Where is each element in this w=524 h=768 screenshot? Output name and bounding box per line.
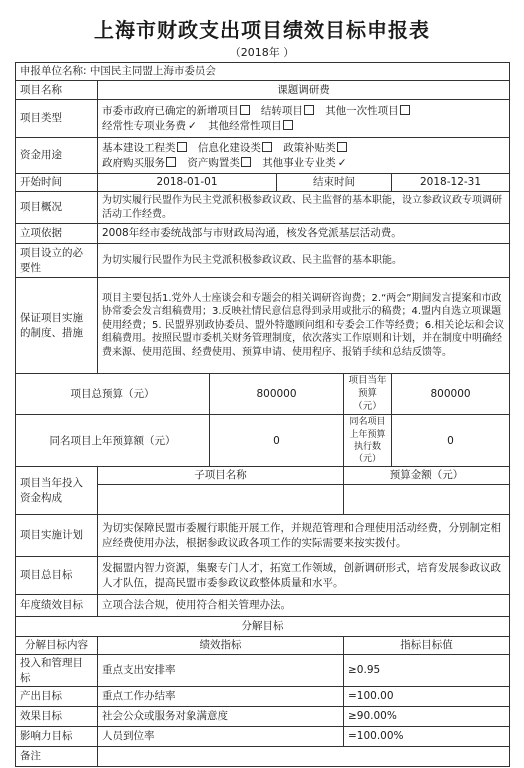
annual-goal-label: 年度绩效目标 xyxy=(16,595,98,617)
project-type-option[interactable]: 其他经常性项目 xyxy=(208,120,293,132)
prev-exec-label: 同名项目上年预算执行数（元） xyxy=(344,415,392,467)
overall-goal-text: 发掘盟内智力资源，集聚专门人才，拓宽工作领域，创新调研形式，培育发展参政议政人才队伍，提高民盟市委参政议政整体质量和水平。 xyxy=(98,557,510,595)
end-time-label: 结束时间 xyxy=(277,174,392,192)
project-name-value: 课题调研费 xyxy=(98,81,510,100)
basis-text: 2008年经市委统战部与市财政局沟通，核发各党派基层活动费。 xyxy=(98,224,510,244)
project-type-option[interactable]: 结转项目 xyxy=(261,105,314,117)
start-time-value: 2018-01-01 xyxy=(98,174,277,192)
empty-checkbox-icon xyxy=(283,120,293,130)
sub-project-amount-header: 预算金额（元） xyxy=(344,467,510,485)
check-mark-icon: ✓ xyxy=(337,156,347,169)
overview-label: 项目概况 xyxy=(16,192,98,224)
empty-checkbox-icon xyxy=(241,157,251,167)
project-type-option[interactable]: 其他一次性项目 xyxy=(325,105,410,117)
breakdown-category: 影响力目标 xyxy=(16,727,98,747)
breakdown-title: 分解目标 xyxy=(16,617,510,637)
sub-project-name-cell xyxy=(98,485,344,515)
breakdown-value: ≥90.00% xyxy=(344,707,510,727)
plan-label: 项目实施计划 xyxy=(16,515,98,557)
fund-use-option[interactable]: 其他事业专业类 ✓ xyxy=(262,156,347,169)
breakdown-value: =100.00 xyxy=(344,687,510,707)
check-mark-icon: ✓ xyxy=(188,119,197,132)
breakdown-indicator: 社会公众或服务对象满意度 xyxy=(98,707,344,727)
prev-budget-value: 0 xyxy=(210,415,344,467)
applicant-label: 申报单位名称: xyxy=(20,65,87,78)
project-name-label: 项目名称 xyxy=(16,81,98,100)
necessity-text: 为切实履行民盟作为民主党派积极参政议政、民主监督的基本职能。 xyxy=(98,244,510,278)
fund-use-option[interactable]: 基本建设工程类 xyxy=(102,142,187,154)
current-budget-value: 800000 xyxy=(392,374,510,415)
remarks-label: 备注 xyxy=(16,747,98,767)
empty-checkbox-icon xyxy=(166,157,176,167)
safeguards-label: 保证项目实施的制度、措施 xyxy=(16,278,98,374)
breakdown-indicator: 重点工作办结率 xyxy=(98,687,344,707)
prev-exec-value: 0 xyxy=(392,415,510,467)
total-budget-label: 项目总预算（元） xyxy=(16,374,210,415)
breakdown-value: =100.00% xyxy=(344,727,510,747)
fund-use-options xyxy=(98,138,510,174)
breakdown-category: 投入和管理目标 xyxy=(16,655,98,687)
breakdown-indicator: 重点支出安排率 xyxy=(98,655,344,687)
annual-goal-text: 立项合法合规，使用符合相关管理办法。 xyxy=(98,595,510,617)
fund-use-option[interactable]: 政策补贴类 xyxy=(283,142,347,154)
form-year: （2018年 ） xyxy=(229,46,295,59)
breakdown-category: 效果目标 xyxy=(16,707,98,727)
prev-budget-label: 同名项目上年预算额（元） xyxy=(16,415,210,467)
empty-checkbox-icon xyxy=(337,142,347,152)
empty-checkbox-icon xyxy=(304,105,314,115)
applicant-value: 中国民主同盟上海市委员会 xyxy=(89,65,216,78)
safeguards-text: 项目主要包括1.党外人士座谈会和专题会的相关调研咨询费；2.“两会”期间发言提案和市政协常委会发言组稿费用；3.反映社情民意信息得到录用或批示的稿费；4.盟内自选立项课题使用经费；5. 民盟界别政协委员、盟外特邀顾问组和专委会工作等经费；6.相关论坛和会议组稿费用。按照民盟市委机关财务管理制度，依次落实工作原则和计划，并在制度中明确经费来源、使用范围、经费使用、预算申请、使用程序、报销手续和总结反馈等。 xyxy=(98,278,510,374)
empty-checkbox-icon xyxy=(400,105,410,115)
basis-label: 立项依据 xyxy=(16,224,98,244)
empty-checkbox-icon xyxy=(262,142,272,152)
fund-use-option[interactable]: 信息化建设类 xyxy=(198,142,272,154)
necessity-label: 项目设立的必要性 xyxy=(16,244,98,278)
project-type-option[interactable]: 市委市政府已确定的新增项目 xyxy=(102,105,250,117)
breakdown-category: 产出目标 xyxy=(16,687,98,707)
current-budget-label: 项目当年预算（元） xyxy=(344,374,392,415)
empty-checkbox-icon xyxy=(240,105,250,115)
empty-checkbox-icon xyxy=(177,142,187,152)
performance-form-table xyxy=(15,62,510,767)
project-type-options xyxy=(98,100,510,138)
breakdown-indicator: 人员到位率 xyxy=(98,727,344,747)
remarks-cell[interactable] xyxy=(98,747,510,767)
form-title: 上海市财政支出项目绩效目标申报表 xyxy=(94,18,430,42)
end-time-value: 2018-12-31 xyxy=(392,174,510,192)
breakdown-header-indicator: 绩效指标 xyxy=(98,637,344,655)
breakdown-header-category: 分解目标内容 xyxy=(16,637,98,655)
fund-use-label: 资金用途 xyxy=(16,138,98,174)
plan-text: 为切实保障民盟市委履行职能开展工作，并规范管理和合理使用活动经费，分别制定相应经费使用办法，根据参政议政各项工作的实际需要来按实拨付。 xyxy=(98,515,510,557)
fund-use-option[interactable]: 资产购置类 xyxy=(187,157,251,169)
overview-text: 为切实履行民盟作为民主党派积极参政议政、民主监督的基本职能，设立参政议政专项调研活动工作经费。 xyxy=(98,192,510,224)
project-type-label: 项目类型 xyxy=(16,100,98,138)
sub-project-amount-cell xyxy=(344,485,510,515)
fund-use-option[interactable]: 政府购买服务 xyxy=(102,157,176,169)
sub-project-name-header: 子项目名称 xyxy=(98,467,344,485)
total-budget-value: 800000 xyxy=(210,374,344,415)
start-time-label: 开始时间 xyxy=(16,174,98,192)
composition-label: 项目当年投入资金构成 xyxy=(16,467,98,515)
project-type-option[interactable]: 经常性专项业务费 ✓ xyxy=(102,119,197,132)
breakdown-header-value: 指标目标值 xyxy=(344,637,510,655)
breakdown-value: ≥0.95 xyxy=(344,655,510,687)
applicant-row xyxy=(16,63,510,81)
overall-goal-label: 项目总目标 xyxy=(16,557,98,595)
